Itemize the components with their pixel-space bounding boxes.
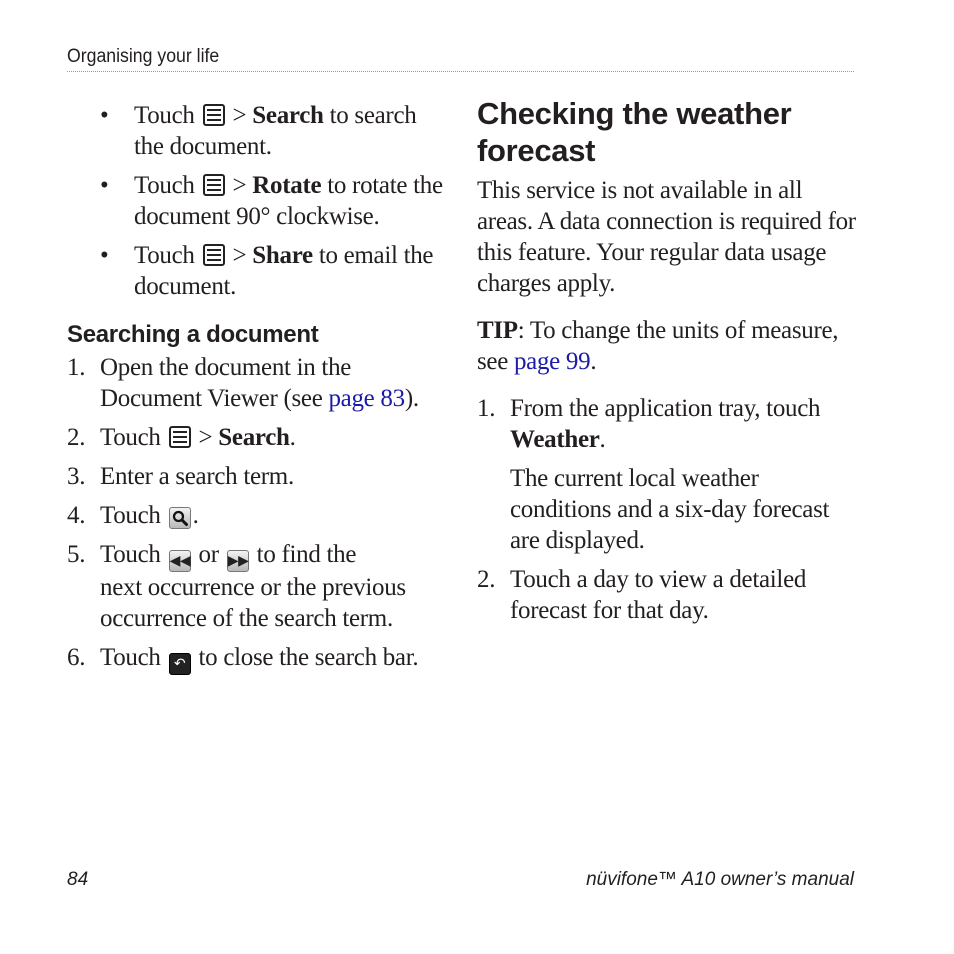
menu-icon [203,174,225,196]
menu-icon [203,244,225,266]
bullet-dot: • [100,102,109,129]
step-1: 1. Open the document in the Document Viewer (see page 83). [67,354,419,412]
weather-step-1: 1. From the application tray, touch Weather. [477,395,821,453]
section-title: Checking the weather forecast [477,96,792,168]
page-link[interactable]: page 99 [513,348,591,375]
step-3: 3. Enter a search term. [67,463,294,490]
step-6: 6. Touch ↶ to close the search bar. [67,642,447,675]
page-link[interactable]: page 83 [328,385,405,412]
header-divider [67,71,854,72]
section-header: Organising your life [67,46,220,67]
intro-paragraph: This service is not available in all areas. A data connection is required for this feature. Your regular data usage charges apply. [477,177,856,297]
subheading-searching: Searching a document [67,321,319,348]
right-column [477,95,857,634]
step-5: 5. Touch ◀◀ or ▶▶ to find the next occurrence or the previous occurrence of the search term. [67,541,406,632]
bullet-item-share: • Touch > Share to email the document. [100,242,434,300]
fast-forward-icon: ▶▶ [227,550,249,572]
left-column [67,100,447,683]
bullet-item-search: • Touch > Search to search the document. [100,102,417,160]
step-4: 4. Touch . [67,502,199,529]
step-2: 2. Touch > Search. [67,424,296,451]
bullet-item-rotate: • Touch > Rotate to rotate the document 90° clockwise. [100,172,443,230]
back-arrow-icon: ↶ [169,653,191,675]
magnifier-icon [169,507,191,529]
tip-label: TIP [477,317,518,344]
bullet-dot: • [100,242,109,269]
page-number: 84 [67,869,89,890]
bullet-dot: • [100,172,109,199]
menu-icon [169,426,191,448]
rewind-icon: ◀◀ [169,550,191,572]
tip-paragraph: TIP: To change the units of measure, see page 99. [477,317,839,375]
weather-step-result: The current local weather conditions and a six-day forecast are displayed. [510,465,830,554]
weather-step-2: 2. Touch a day to view a detailed forecast for that day. [477,566,807,624]
manual-title: nüvifone™ A10 owner’s manual [586,869,854,890]
menu-icon [203,104,225,126]
